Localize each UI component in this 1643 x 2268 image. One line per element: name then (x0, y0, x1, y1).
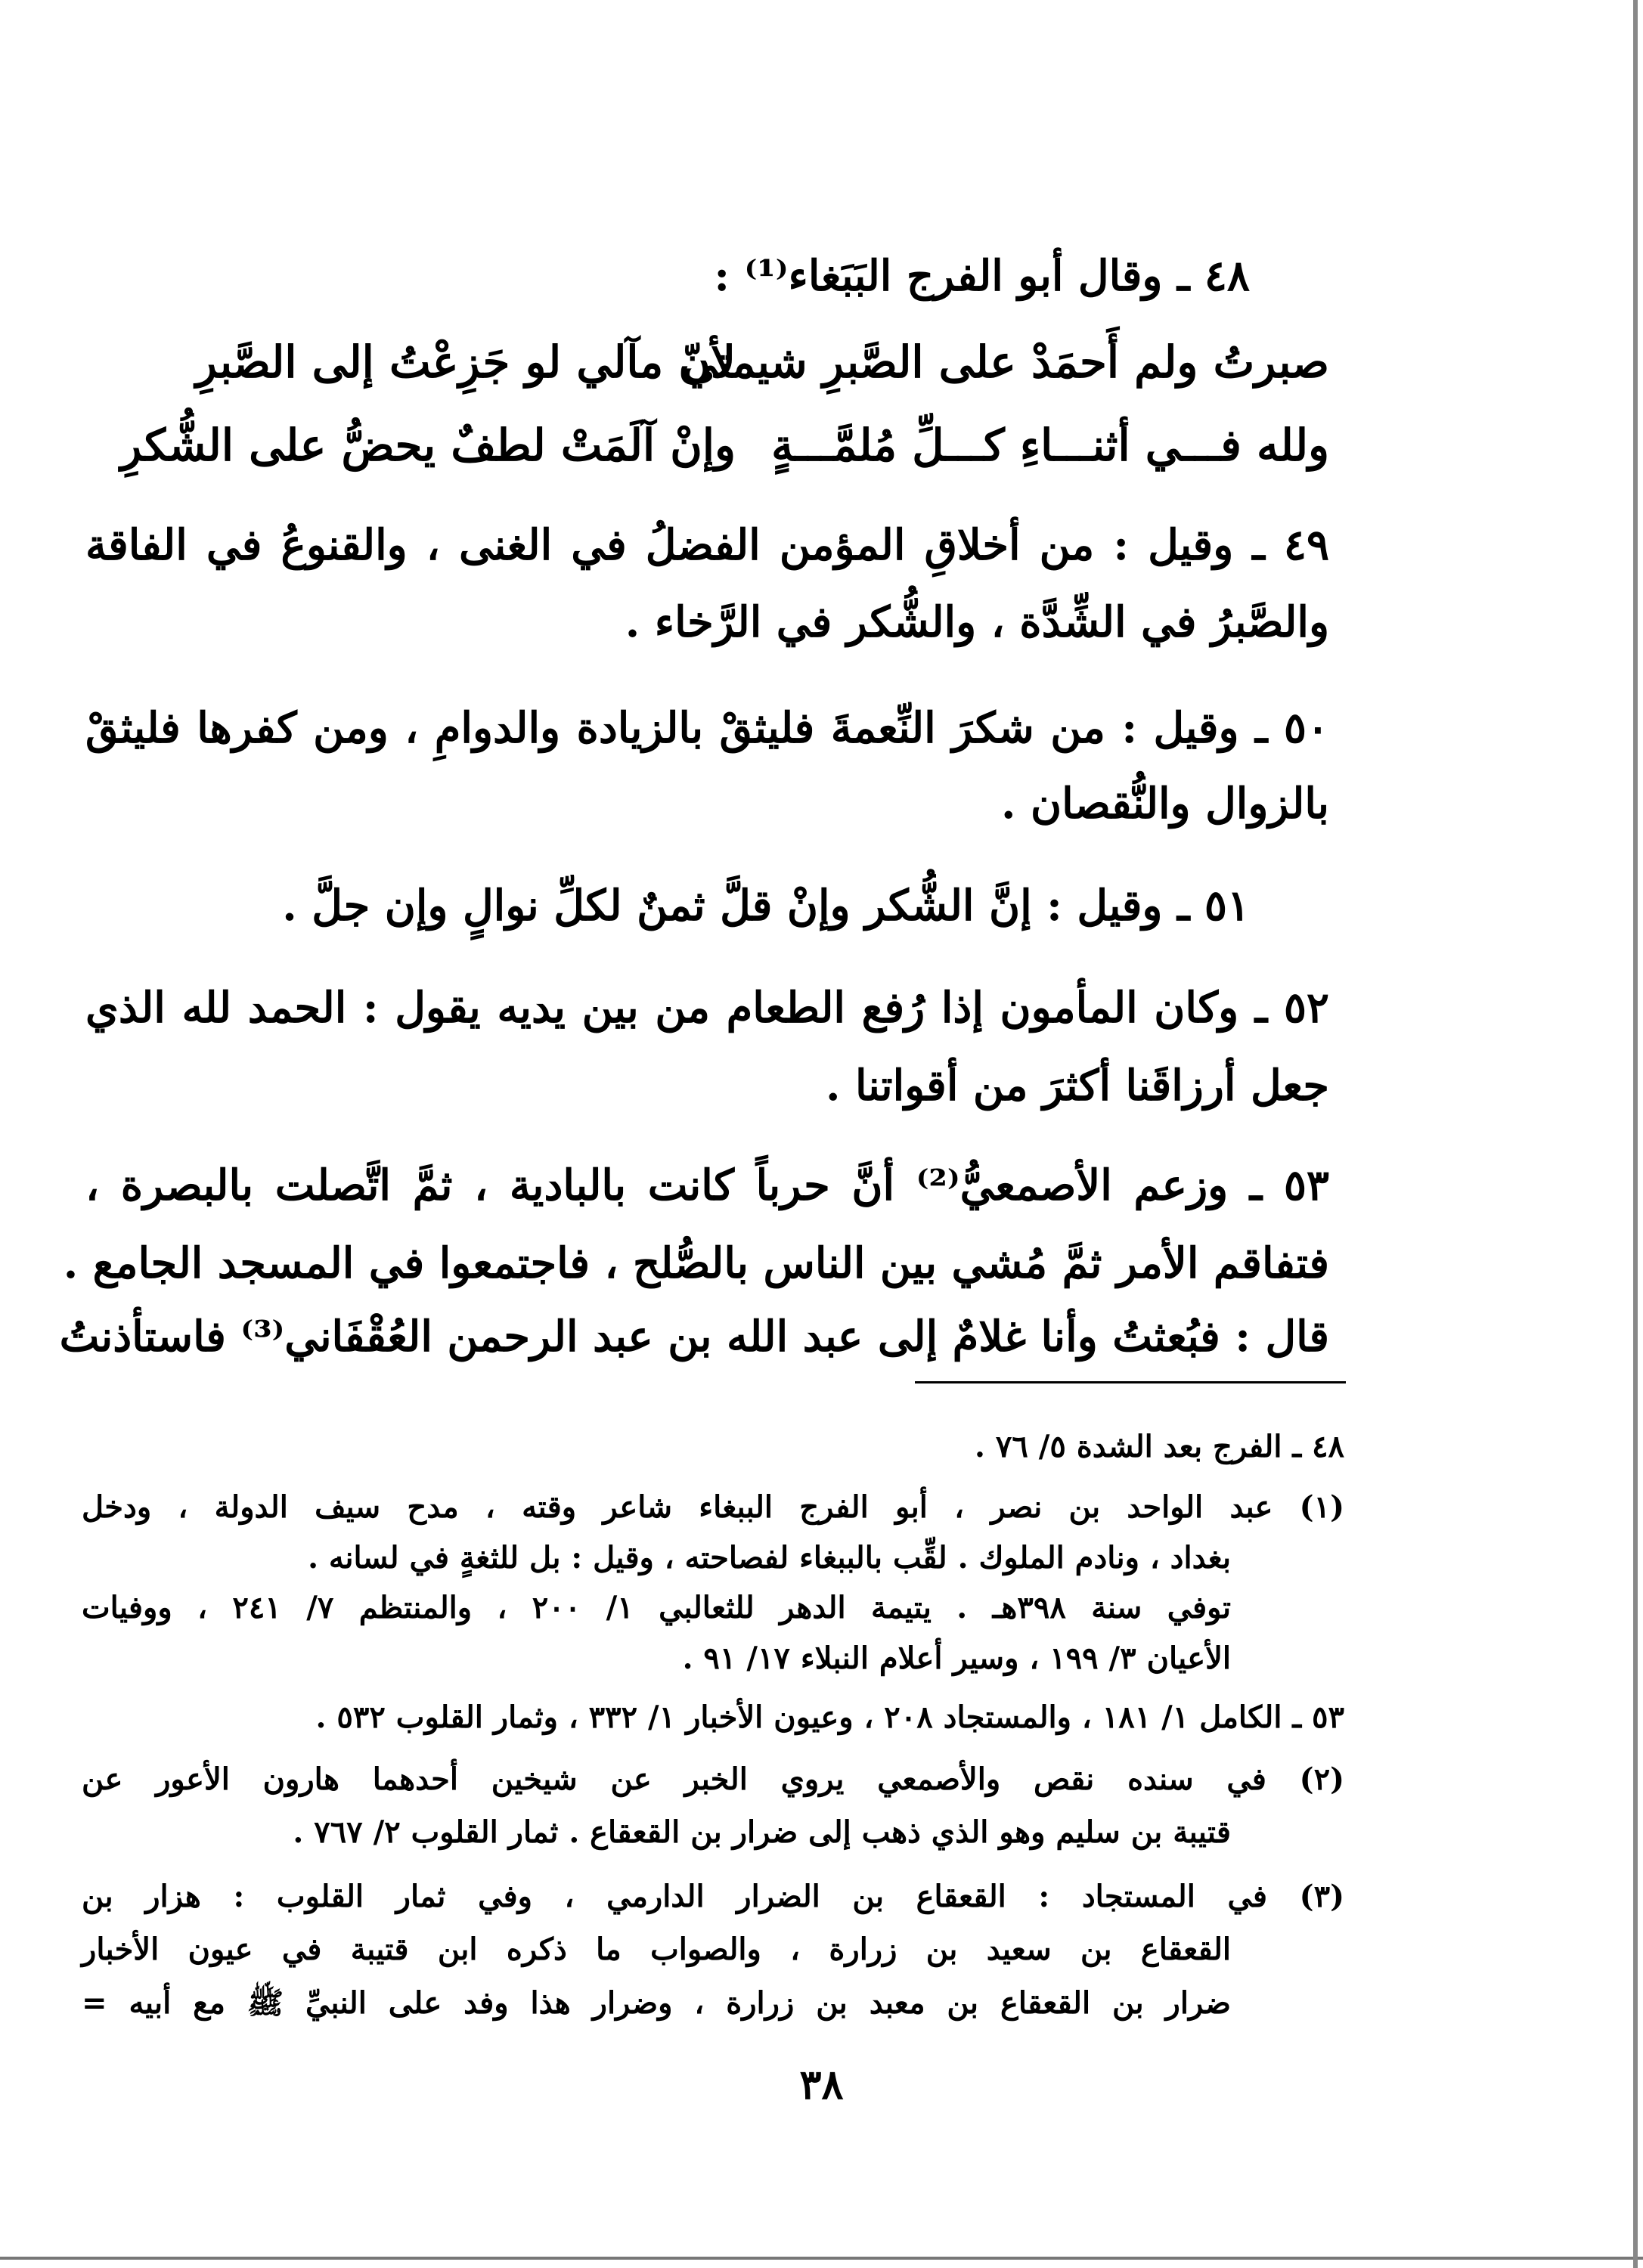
verse-1-first-hemistich: صبرتُ ولم أَحمَدْ على الصَّبرِ شيمتي (682, 336, 1329, 388)
verse-2-second-hemistich: وإنْ آلَمَتْ لطفٌ يحضُّ على الشُّكرِ (120, 420, 736, 471)
entry-52-line-2: جعل أرزاقَنا أكثرَ من أقواتنا . (826, 1061, 1329, 1111)
footnote-1-line-2: بغداد ، ونادم الملوك . لقِّب بالببغاء لفصاحته ، وقيل : بل للثغةٍ في لسانه . (308, 1540, 1231, 1576)
footnote-3-line-2: القعقاع بن سعيد بن زرارة ، والصواب ما ذكره ابن قتيبة في عيون الأخبار (82, 1932, 1232, 1967)
entry-49-line-2: والصَّبرُ في الشِّدَّة ، والشُّكر في الرَّخاء . (625, 597, 1329, 647)
page-number: ٣٨ (799, 2060, 844, 2108)
entry-53-line-1: ٥٣ ـ وزعم الأصمعيُّ⁽²⁾ أنَّ حرباً كانت بالبادية ، ثمَّ اتَّصلت بالبصرة ، (85, 1160, 1329, 1210)
entry-48-heading: ٤٨ ـ وقال أبو الفرج البَبَغاء⁽¹⁾ : (714, 251, 1250, 301)
entry-49-line-1: ٤٩ ـ وقيل : من أخلاقِ المؤمن الفضلُ في الغنى ، والقنوعُ في الفاقة (85, 520, 1330, 570)
scan-bottom-edge (0, 2257, 1643, 2260)
verse-2-first-hemistich: ولله فـــي أثنـــاءِ كـــلِّ مُلمَّـــةٍ (771, 420, 1329, 471)
footnote-source-53: ٥٣ ـ الكامل ١/ ١٨١ ، والمستجاد ٢٠٨ ، وعيون الأخبار ١/ ٣٣٢ ، وثمار القلوب ٥٣٢ . (315, 1699, 1344, 1735)
footnote-3-line-3: ضرار بن القعقاع بن معبد بن زرارة ، وضرار هذا وفد على النبيِّ ﷺ مع أبيه = (82, 1985, 1231, 2021)
footnote-1-line-1: (١) عبد الواحد بن نصر ، أبو الفرج الببغاء شاعر وقته ، مدح سيف الدولة ، ودخل (82, 1489, 1344, 1525)
footnote-2-line-1: (٢) في سنده نقص والأصمعي يروي الخبر عن شيخين أحدهما هارون الأعور عن (82, 1761, 1344, 1797)
footnote-1-line-3: توفي سنة ٣٩٨هـ . يتيمة الدهر للثعالبي ١/ ٢٠٠ ، والمنتظم ٧/ ٢٤١ ، ووفيات (82, 1590, 1231, 1625)
scan-right-edge (1633, 0, 1638, 2268)
footnote-3-line-1: (٣) في المستجاد : القعقاع بن الضرار الدارمي ، وفي ثمار القلوب : هزار بن (82, 1879, 1344, 1914)
entry-50-line-1: ٥٠ ـ وقيل : من شكرَ النِّعمةَ فليثقْ بالزيادة والدوامِ ، ومن كفرها فليثقْ (85, 703, 1329, 753)
footnote-1-line-4: الأعيان ٣/ ١٩٩ ، وسير أعلام النبلاء ١٧/ ٩١ . (682, 1641, 1231, 1676)
footnote-separator (915, 1381, 1346, 1383)
verse-1-second-hemistich: لأنّ مآلي لو جَزِعْتُ إلى الصَّبرِ (195, 336, 736, 388)
footnote-2-line-2: قتيبة بن سليم وهو الذي ذهب إلى ضرار بن القعقاع . ثمار القلوب ٢/ ٧٦٧ . (293, 1814, 1231, 1850)
entry-52-line-1: ٥٢ ـ وكان المأمون إذا رُفع الطعام من بين يديه يقول : الحمد لله الذي (85, 983, 1329, 1033)
footnote-source-48: ٤٨ ـ الفرج بعد الشدة ٥/ ٧٦ . (975, 1429, 1344, 1464)
entry-51: ٥١ ـ وقيل : إنَّ الشُّكر وإنْ قلَّ ثمنٌ لكلِّ نوالٍ وإن جلَّ . (282, 881, 1250, 931)
entry-53-line-3: قال : فبُعثتُ وأنا غلامٌ إلى عبد الله بن عبد الرحمن العُقْفَاني⁽³⁾ فاستأذنتُ (59, 1312, 1329, 1362)
entry-53-line-2: فتفاقم الأمر ثمَّ مُشي بين الناس بالصُّلح ، فاجتمعوا في المسجد الجامع . (63, 1238, 1329, 1288)
entry-50-line-2: بالزوال والنُّقصان . (1000, 779, 1329, 829)
